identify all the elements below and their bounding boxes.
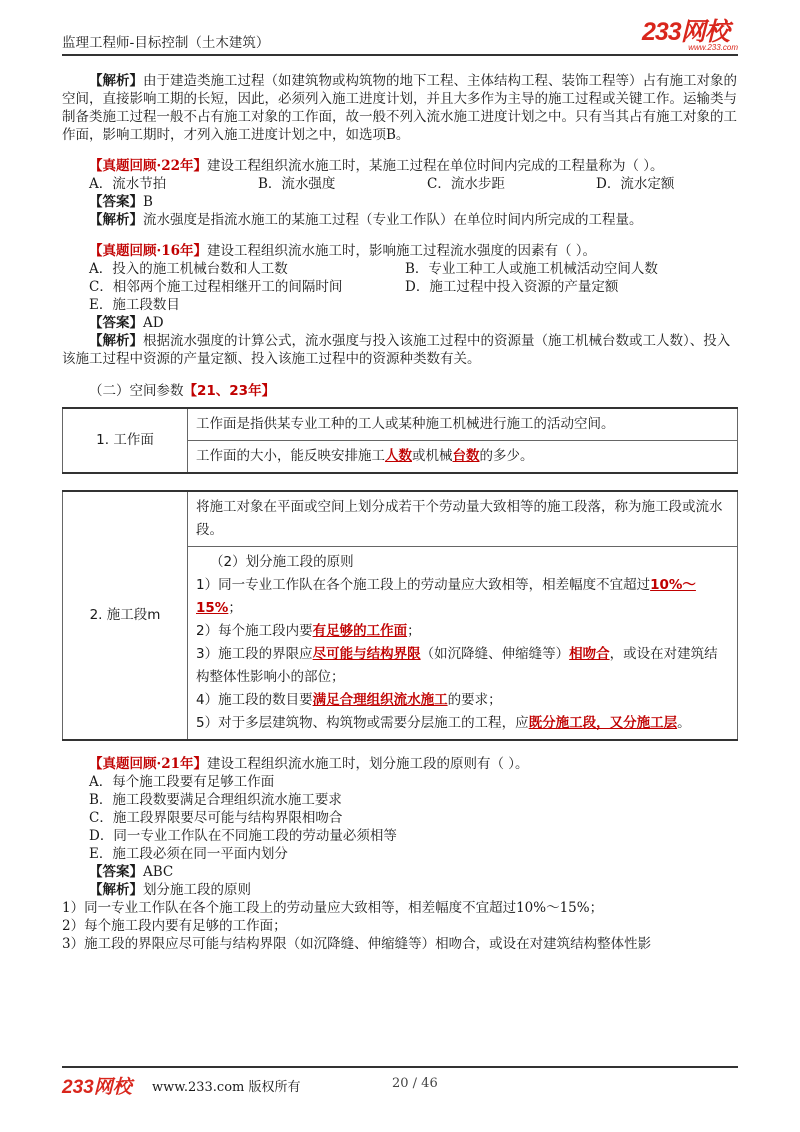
question-22-stem — [62, 157, 738, 175]
answer-value: ABC — [143, 864, 174, 880]
text-segment: 3）施工段的界限应 — [196, 646, 313, 662]
division-principles — [188, 547, 738, 741]
construction-section-definition: 将施工对象在平面或空间上划分成若干个劳动量大致相等的施工段落，称为施工段或流水段。 — [188, 491, 738, 547]
keyword-machine-count: 台数 — [452, 448, 480, 464]
question-16-tag: 【真题回顾·16年】 — [89, 243, 207, 259]
option-d: D．同一专业工作队在不同施工段的劳动量必须相等 — [89, 828, 397, 844]
option-a: A．投入的施工机械台数和人工数 — [89, 261, 288, 277]
section-years: 【21、23年】 — [183, 383, 276, 399]
section-title: （二）空间参数 — [89, 383, 184, 399]
answer-label: 【答案】 — [89, 315, 143, 331]
answer-value: B — [143, 194, 153, 210]
work-surface-definition: 工作面是指供某专业工种的工人或某种施工机械进行施工的活动空间。 — [188, 408, 738, 441]
text-segment: 2）每个施工段内要 — [196, 623, 313, 639]
question-21-analysis — [62, 881, 738, 899]
text-segment: 工作面的大小，能反映安排施工 — [196, 448, 385, 464]
answer-label: 【答案】 — [89, 864, 143, 880]
option-d: D．流水定额 — [596, 176, 675, 192]
keyword: 有足够的工作面 — [312, 623, 408, 639]
option-c: C．流水步距 — [427, 176, 505, 192]
principles-title: （2）划分施工段的原则 — [210, 554, 354, 570]
question-16-stem — [62, 242, 738, 260]
text-segment: 的多少。 — [479, 448, 534, 464]
principle-2 — [196, 620, 729, 643]
text-segment: 的要求； — [447, 692, 502, 708]
question-16-text: 建设工程组织流水施工时，影响施工过程流水强度的因素有（ ）。 — [207, 243, 597, 259]
principle-4 — [196, 689, 729, 712]
keyword: 10%～15% — [196, 577, 696, 616]
option-c: C．相邻两个施工过程相继开工的间隔时间 — [89, 279, 343, 295]
question-16-options — [62, 260, 738, 296]
option-d: D．施工过程中投入资源的产量定额 — [405, 279, 619, 295]
footer-logo: 233网校 — [62, 1077, 132, 1098]
option-e: E．施工段必须在同一平面内划分 — [89, 846, 288, 862]
analysis-text: 流水强度是指流水施工的某施工过程（专业工作队）在单位时间内所完成的工程量。 — [143, 212, 643, 228]
section-heading — [62, 382, 738, 400]
question-22-analysis — [62, 211, 738, 229]
work-surface-label: 1. 工作面 — [63, 408, 188, 473]
question-22-text: 建设工程组织流水施工时，某施工过程在单位时间内完成的工程量称为（ ）。 — [207, 158, 664, 174]
text-segment: ； — [407, 623, 421, 639]
keyword: 满足合理组织流水施工 — [312, 692, 448, 708]
brand-logo — [642, 20, 738, 50]
construction-section-table — [62, 490, 738, 741]
document-header-title: 监理工程师-目标控制（土木建筑） — [62, 35, 270, 51]
analysis-text: 划分施工段的原则 — [143, 882, 251, 898]
option-a: A．每个施工段要有足够工作面 — [89, 774, 275, 790]
work-surface-size — [188, 441, 738, 474]
principle-3 — [196, 643, 729, 689]
question-21-stem — [62, 755, 738, 773]
principle-5 — [196, 712, 729, 735]
question-22-answer — [62, 193, 738, 211]
page-content — [62, 72, 738, 953]
analysis-label: 【解析】 — [89, 882, 143, 898]
text-segment: 4）施工段的数目要 — [196, 692, 313, 708]
analysis-label: 【解析】 — [89, 212, 143, 228]
question-21-tag: 【真题回顾·21年】 — [89, 756, 207, 772]
logo-sub-text: www.233.com — [688, 43, 738, 52]
analysis-line-3: 3）施工段的界限应尽可能与结构界限（如沉降缝、伸缩缝等）相吻合，或设在对建筑结构整体性影 — [62, 936, 652, 952]
keyword: 尽可能与结构界限 — [312, 646, 421, 662]
question-22-tag: 【真题回顾·22年】 — [89, 158, 207, 174]
text-segment: 或机械 — [412, 448, 453, 464]
keyword: 相吻合 — [569, 646, 610, 662]
question-21-answer — [62, 863, 738, 881]
analysis-paragraph — [62, 72, 738, 144]
text-segment: 。 — [677, 715, 691, 731]
header-divider — [62, 54, 738, 56]
text-segment: ，或设在对建筑结构整体性影响小的部位； — [196, 646, 718, 685]
keyword: 既分施工段，又分施工层 — [528, 715, 678, 731]
footer-divider — [62, 1066, 738, 1068]
page-number: 20 / 46 — [392, 1076, 438, 1091]
construction-section-label: 2. 施工段m — [63, 491, 188, 740]
option-e: E．施工段数目 — [89, 297, 180, 313]
analysis-text: 根据流水强度的计算公式，流水强度与投入该施工过程中的资源量（施工机械台数或工人数）、投入该施工过程中资源的产量定额、投入该施工过程中的资源种类数有关。 — [62, 333, 731, 367]
question-21-text: 建设工程组织流水施工时，划分施工段的原则有（ ）。 — [207, 756, 529, 772]
analysis-label: 【解析】 — [89, 73, 143, 89]
text-segment: 5）对于多层建筑物、构筑物或需要分层施工的工程，应 — [196, 715, 529, 731]
option-b: B．流水强度 — [258, 176, 336, 192]
option-b: B．专业工种工人或施工机械活动空间人数 — [405, 261, 658, 277]
option-c: C．施工段界限要尽可能与结构界限相吻合 — [89, 810, 343, 826]
answer-value: AD — [143, 315, 164, 331]
principle-1 — [196, 574, 729, 620]
footer-copyright: www.233.com 版权所有 — [152, 1080, 301, 1095]
question-16-analysis — [62, 332, 738, 368]
work-surface-table — [62, 407, 738, 474]
option-a: A．流水节拍 — [89, 176, 167, 192]
analysis-label: 【解析】 — [89, 333, 143, 349]
keyword-people-count: 人数 — [385, 448, 412, 464]
answer-label: 【答案】 — [89, 194, 143, 210]
text-segment: 1）同一专业工作队在各个施工段上的劳动量应大致相等，相差幅度不宜超过 — [196, 577, 651, 593]
text-segment: ； — [228, 600, 242, 616]
question-22-options — [62, 175, 738, 193]
analysis-line-2: 2）每个施工段内要有足够的工作面； — [62, 918, 287, 934]
logo-main-text: 233网校 — [642, 18, 729, 46]
question-16-answer — [62, 314, 738, 332]
option-b: B．施工段数要满足合理组织流水施工要求 — [89, 792, 342, 808]
text-segment: （如沉降缝、伸缩缝等） — [420, 646, 570, 662]
analysis-text: 由于建造类施工过程（如建筑物或构筑物的地下工程、主体结构工程、装饰工程等）占有施工对象的空间，直接影响工期的长短，因此，必须列入施工进度计划，并且大多作为主导的施工过程或关键工作。运输类与制备类施工过程一般不占有施工对象的工作面，故一般不列入流水施工进度计划之中。只有当其占有施工对象的工作面，影响工期时，才列入施工进度计划之中，如选项B。 — [62, 73, 737, 143]
analysis-line-1: 1）同一专业工作队在各个施工段上的劳动量应大致相等，相差幅度不宜超过10%～15%； — [62, 900, 604, 916]
